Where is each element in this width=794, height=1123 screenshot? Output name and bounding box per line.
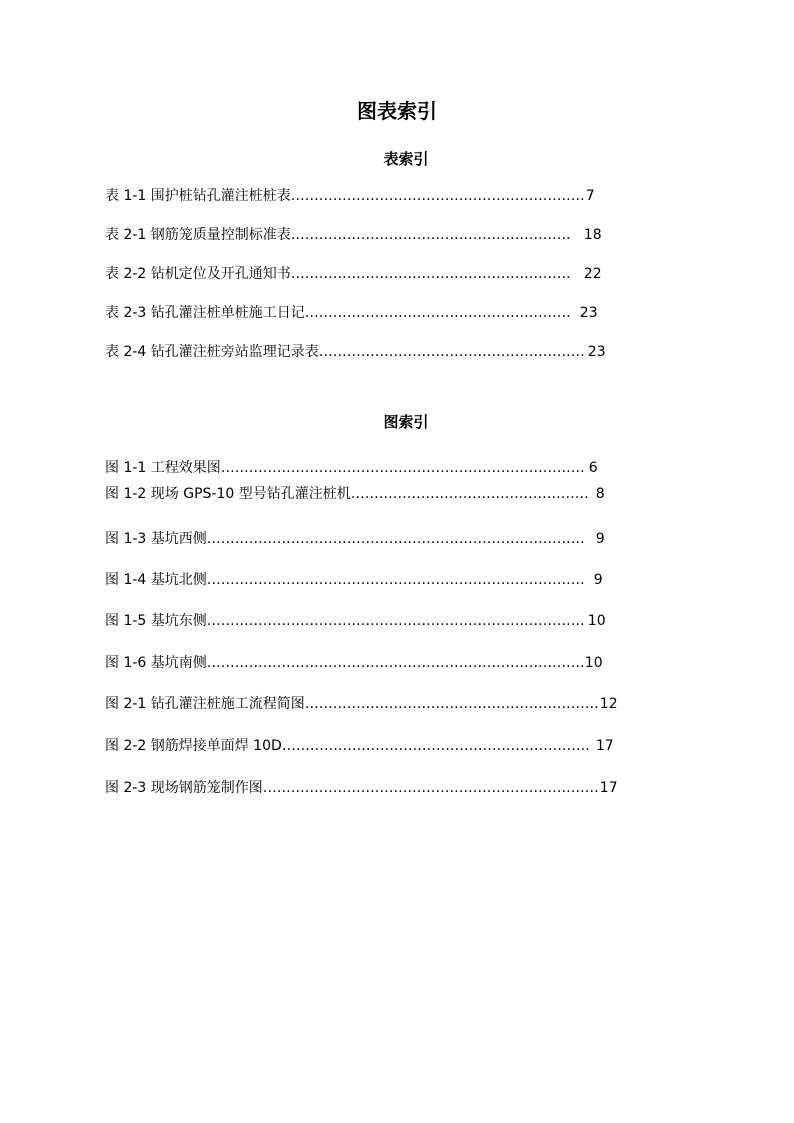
toc-entry-leader: ……………………………………………………… bbox=[304, 696, 599, 712]
toc-entry-page: 10 bbox=[584, 655, 603, 671]
toc-entry-leader: …………………………………………………… bbox=[290, 227, 571, 243]
toc-entry-leader: …………………………………………… bbox=[350, 486, 589, 502]
toc-entry-page: 12 bbox=[599, 696, 618, 712]
toc-entry[interactable] bbox=[105, 458, 598, 478]
toc-entry-label: 图 1-2 现场 GPS-10 型号钻孔灌注桩机 bbox=[105, 486, 351, 502]
table-index-heading: 表索引 bbox=[383, 150, 429, 168]
toc-entry-leader: …………………………………………………… bbox=[290, 266, 571, 282]
document-title: 图表索引 bbox=[357, 99, 437, 123]
toc-entry-label: 表 2-2 钻机定位及开孔通知书 bbox=[105, 266, 291, 282]
toc-entry[interactable] bbox=[105, 342, 606, 362]
figure-index-heading: 图索引 bbox=[383, 413, 429, 431]
toc-entry-label: 图 1-5 基坑东侧 bbox=[105, 613, 207, 629]
toc-entry-leader: ………………………………………………… bbox=[304, 305, 571, 321]
toc-entry-label: 图 2-1 钻孔灌注桩施工流程简图 bbox=[105, 696, 305, 712]
toc-entry-page: 9 bbox=[595, 531, 605, 547]
toc-entry[interactable] bbox=[105, 484, 605, 504]
toc-entry-label: 表 2-3 钻孔灌注桩单桩施工日记 bbox=[105, 305, 305, 321]
toc-entry-page: 17 bbox=[595, 738, 614, 754]
toc-entry-leader: …………………………………………………………………… bbox=[220, 460, 585, 476]
toc-entry-label: 图 1-1 工程效果图 bbox=[105, 460, 221, 476]
toc-entry-page: 23 bbox=[587, 344, 606, 360]
toc-entry-page: 10 bbox=[587, 613, 606, 629]
toc-entry[interactable] bbox=[105, 570, 603, 590]
toc-entry[interactable] bbox=[105, 778, 618, 798]
toc-entry-leader: ………………………………………………… bbox=[318, 344, 585, 360]
toc-entry-page: 9 bbox=[593, 572, 603, 588]
toc-entry[interactable] bbox=[105, 264, 602, 284]
toc-entry-page: 22 bbox=[583, 266, 602, 282]
toc-entry-leader: ……………………………………………………………………… bbox=[206, 655, 585, 671]
toc-entry-leader: ……………………………………………………… bbox=[290, 188, 585, 204]
toc-entry-label: 图 1-4 基坑北侧 bbox=[105, 572, 207, 588]
toc-entry-label: 图 2-3 现场钢筋笼制作图 bbox=[105, 780, 263, 796]
toc-entry[interactable] bbox=[105, 736, 614, 756]
toc-entry-leader: ……………………………………………………………… bbox=[262, 780, 599, 796]
toc-entry-page: 23 bbox=[579, 305, 598, 321]
toc-entry[interactable] bbox=[105, 225, 602, 245]
toc-entry-page: 17 bbox=[599, 780, 618, 796]
toc-entry-leader: ……………………………………………………………………… bbox=[206, 572, 585, 588]
toc-entry-page: 7 bbox=[585, 188, 595, 204]
toc-entry-label: 图 1-3 基坑西侧 bbox=[105, 531, 207, 547]
toc-entry-page: 6 bbox=[588, 460, 598, 476]
toc-entry-page: 8 bbox=[595, 486, 605, 502]
toc-entry-label: 表 2-1 钢筋笼质量控制标准表 bbox=[105, 227, 291, 243]
toc-entry-leader: ……………………………………………………………………… bbox=[206, 613, 585, 629]
toc-entry[interactable] bbox=[105, 186, 595, 206]
toc-entry-label: 图 1-6 基坑南侧 bbox=[105, 655, 207, 671]
toc-entry-label: 图 2-2 钢筋焊接单面焊 10D bbox=[105, 738, 282, 754]
toc-entry-leader: ………………………………………………………… bbox=[281, 738, 590, 754]
toc-entry[interactable] bbox=[105, 303, 598, 323]
toc-entry[interactable] bbox=[105, 653, 603, 673]
toc-entry[interactable] bbox=[105, 694, 618, 714]
toc-entry-label: 表 2-4 钻孔灌注桩旁站监理记录表 bbox=[105, 344, 319, 360]
toc-entry-page: 18 bbox=[583, 227, 602, 243]
toc-entry[interactable] bbox=[105, 529, 605, 549]
toc-entry-leader: ……………………………………………………………………… bbox=[206, 531, 585, 547]
toc-entry[interactable] bbox=[105, 611, 606, 631]
toc-entry-label: 表 1-1 围护桩钻孔灌注桩桩表 bbox=[105, 188, 291, 204]
